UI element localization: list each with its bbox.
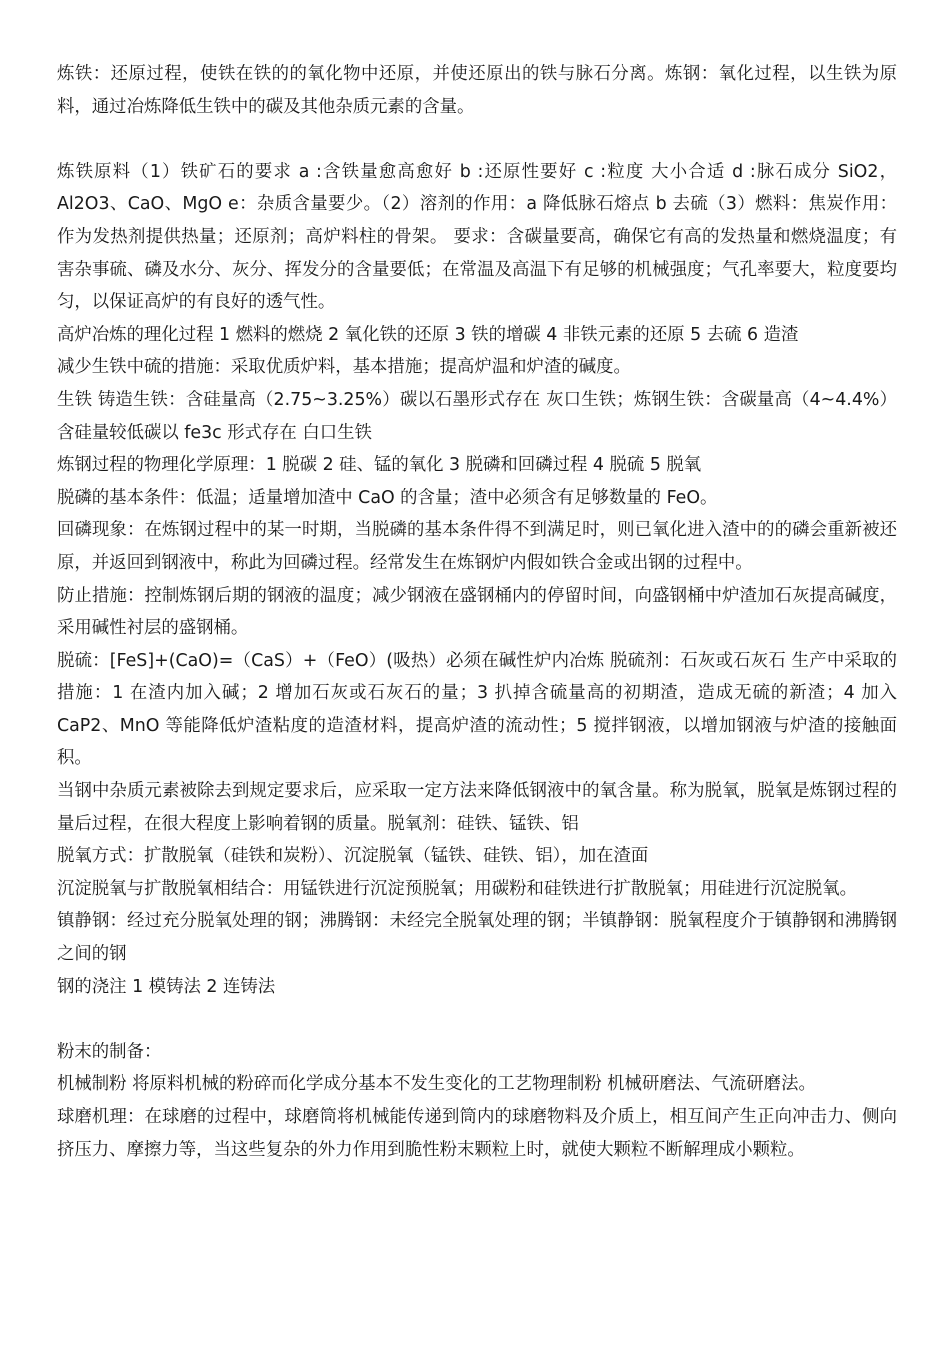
paragraph-ball-milling: 球磨机理：在球磨的过程中，球磨筒将机械能传递到筒内的球磨物料及介质上，相互间产生正向冲击力、侧向挤压力、摩擦力等，当这些复杂的外力作用到脆性粉末颗粒上时，就使大颗粒不断解理成小颗粒。 (57, 1107, 897, 1160)
paragraph-powder-preparation-heading: 粉末的制备： (57, 1041, 162, 1062)
paragraph-spacer (57, 1003, 897, 1036)
paragraph-deoxidation-methods: 脱氧方式：扩散脱氧（硅铁和炭粉）、沉淀脱氧（锰铁、硅铁、铝），加在渣面 (57, 846, 649, 867)
paragraph-deoxidation: 当钢中杂质元素被除去到规定要求后，应采取一定方法来降低钢液中的氧含量。称为脱氧，脱氧是炼钢过程的量后过程，在很大程度上影响着钢的质量。脱氧剂：硅铁、锰铁、铝 (57, 781, 897, 834)
paragraph-blast-furnace-process: 高炉冶炼的理化过程 1 燃料的燃烧 2 氧化铁的还原 3 铁的增碳 4 非铁元素的还原 5 去硫 6 造渣 (57, 324, 799, 345)
paragraph-steel-casting: 钢的浇注 1 模铸法 2 连铸法 (57, 976, 276, 997)
paragraph-steel-types: 镇静钢：经过充分脱氧处理的钢；沸腾钢：未经完全脱氧处理的钢；半镇静钢：脱氧程度介于镇静钢和沸腾钢之间的钢 (57, 911, 897, 965)
paragraph-rephosphorization: 回磷现象：在炼钢过程中的某一时期，当脱磷的基本条件得不到满足时，则已氧化进入渣中的的磷会重新被还原，并返回到钢液中，称此为回磷过程。经常发生在炼钢炉内假如铁合金或出钢的过程中。 (57, 520, 897, 573)
paragraph-pig-iron-types: 生铁 铸造生铁：含硅量高（2.75~3.25%）碳以石墨形式存在 灰口生铁；炼钢生铁：含碳量高（4~4.4%）含硅量较低碳以 fe3c 形式存在 白口生铁 (57, 389, 897, 443)
paragraph-sulfur-reduction: 减少生铁中硫的措施：采取优质炉料，基本措施；提高炉温和炉渣的碱度。 (57, 357, 631, 378)
paragraph-dephosphorization-conditions: 脱磷的基本条件：低温；适量增加渣中 CaO 的含量；渣中必须含有足够数量的 FeO。 (57, 487, 718, 508)
document-page (57, 58, 897, 1166)
paragraph-spacer (57, 123, 897, 156)
paragraph-steelmaking-principles: 炼钢过程的物理化学原理：1 脱碳 2 硅、锰的氧化 3 脱磷和回磷过程 4 脱硫 5 脱氧 (57, 455, 702, 476)
paragraph-mechanical-powder: 机械制粉 将原料机械的粉碎而化学成分基本不发生变化的工艺物理制粉 机械研磨法、气流研磨法。 (57, 1074, 816, 1095)
paragraph-ironmaking-steelmaking-definition: 炼铁：还原过程，使铁在铁的的氧化物中还原，并使还原出的铁与脉石分离。炼钢：氧化过程，以生铁为原料，通过冶炼降低生铁中的碳及其他杂质元素的含量。 (57, 64, 897, 117)
paragraph-ironmaking-raw-materials: 炼铁原料（1）铁矿石的要求 a :含铁量愈高愈好 b :还原性要好 c :粒度 大小合适 d :脉石成分 SiO2，Al2O3、CaO、MgO e：杂质含量要少。（2）溶剂的作用：a 降低脉石熔点 b 去硫（3）燃料：焦炭作用：作为发热剂提供热量；还原剂；高炉料柱的骨架。 要求：含碳量要高，确保它有高的发热量和燃烧温度；有害杂事硫、磷及水分、灰分、挥发分的含量要低；在常温及高温下有足够的机械强度；气孔率要大，粒度要均匀，以保证高炉的有良好的透气性。 (57, 161, 897, 313)
paragraph-desulfurization: 脱硫：[FeS]+(CaO)=（CaS）+（FeO）(吸热）必须在碱性炉内冶炼 脱硫剂：石灰或石灰石 生产中采取的措施：1 在渣内加入碱；2 增加石灰或石灰石的量；3 扒掉含硫量高的初期渣，造成无硫的新渣；4 加入 CaP2、MnO 等能降低炉渣粘度的造渣材料，提高炉渣的流动性；5 搅拌钢液，以增加钢液与炉渣的接触面积。 (57, 650, 897, 769)
paragraph-prevention-measures: 防止措施：控制炼钢后期的钢液的温度；减少钢液在盛钢桶内的停留时间，向盛钢桶中炉渣加石灰提高碱度，采用碱性衬层的盛钢桶。 (57, 585, 897, 639)
paragraph-combined-deoxidation: 沉淀脱氧与扩散脱氧相结合：用锰铁进行沉淀预脱氧；用碳粉和硅铁进行扩散脱氧；用硅进行沉淀脱氧。 (57, 878, 857, 899)
